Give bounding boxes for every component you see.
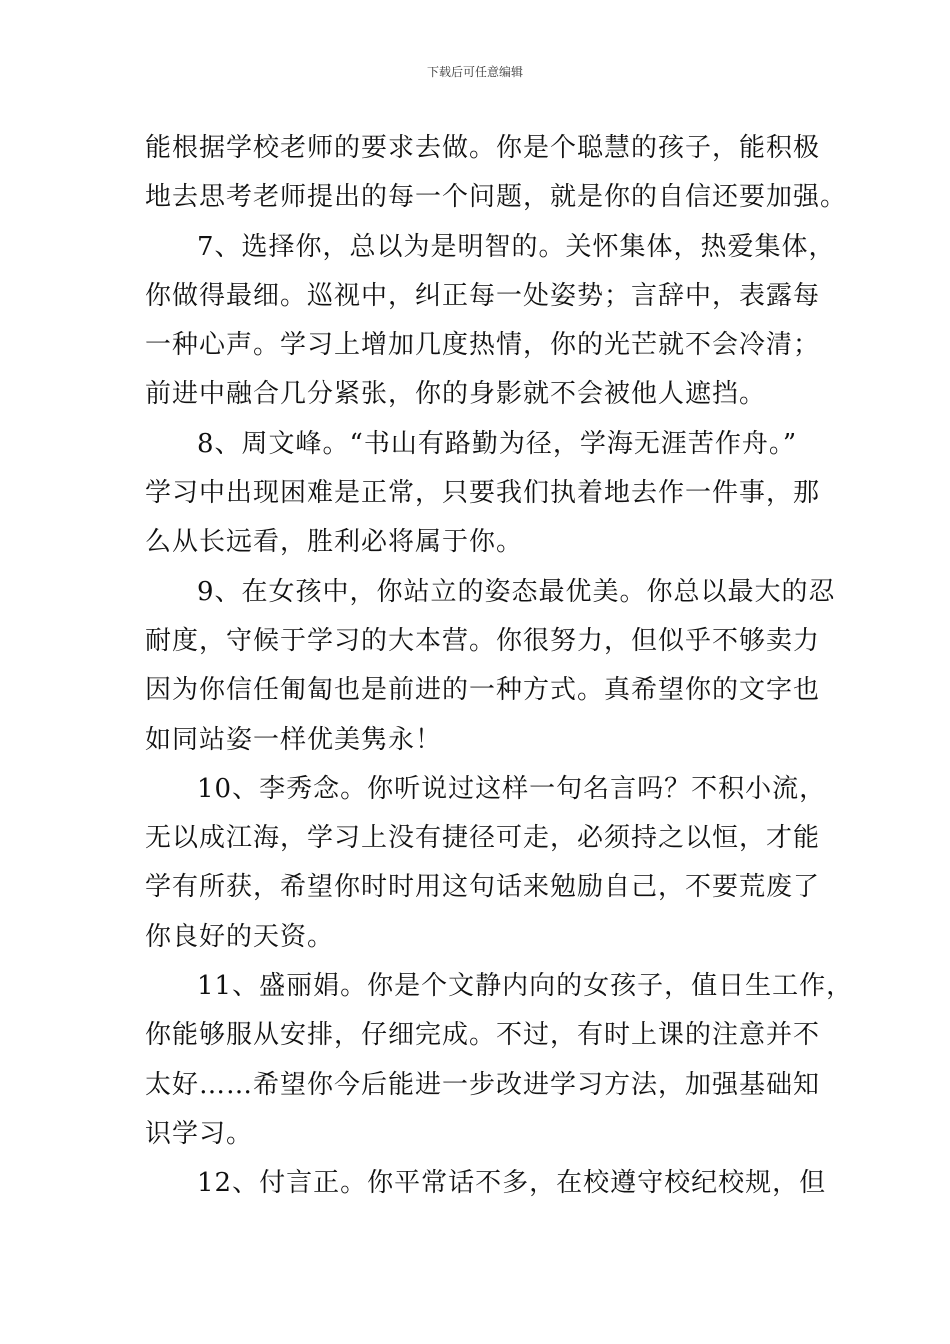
paragraph-start-line: 11、盛丽娟。你是个文静内向的女孩子，值日生工作， bbox=[197, 971, 854, 1002]
page-header: 下载后可任意编辑 bbox=[426, 65, 523, 79]
text-line: 无以成江海，学习上没有捷径可走，必须持之以恒，才能 bbox=[145, 823, 821, 854]
text-line: 地去思考老师提出的每一个问题，就是你的自信还要加强。 bbox=[145, 182, 848, 213]
paragraph-start-line: 8、周文峰。“书山有路勤为径，学海无涯苦作舟。” bbox=[197, 428, 798, 459]
text-line: 学有所获，希望你时时用这句话来勉励自己，不要荒废了 bbox=[145, 872, 821, 903]
text-line: 太好……希望你今后能进一步改进学习方法，加强基础知 bbox=[145, 1069, 821, 1100]
text-line: 你能够服从安排，仔细完成。不过，有时上课的注意并不 bbox=[145, 1020, 821, 1051]
document-body bbox=[145, 124, 854, 1209]
paragraph-start-line: 7、选择你，总以为是明智的。关怀集体，热爱集体， bbox=[197, 231, 836, 262]
text-line: 识学习。 bbox=[145, 1118, 254, 1149]
paragraph-start-line: 12、付言正。你平常话不多，在校遵守校纪校规，但 bbox=[197, 1168, 827, 1199]
text-line: 学习中出现困难是正常，只要我们执着地去作一件事，那 bbox=[145, 478, 821, 509]
paragraph-start-line: 9、在女孩中，你站立的姿态最优美。你总以最大的忍 bbox=[197, 576, 836, 607]
text-line: 如同站姿一样优美隽永！ bbox=[145, 724, 443, 755]
text-line: 你良好的天资。 bbox=[145, 921, 335, 952]
text-line: 一种心声。学习上增加几度热情，你的光芒就不会冷清； bbox=[145, 330, 821, 361]
text-line: 前进中融合几分紧张，你的身影就不会被他人遮挡。 bbox=[145, 379, 767, 410]
text-line: 耐度，守候于学习的大本营。你很努力，但似乎不够卖力 bbox=[145, 625, 821, 656]
text-line: 你做得最细。巡视中，纠正每一处姿势；言辞中，表露每 bbox=[145, 280, 821, 311]
text-line: 能根据学校老师的要求去做。你是个聪慧的孩子，能积极 bbox=[145, 133, 821, 163]
paragraph-start-line: 10、李秀念。你听说过这样一句名言吗？不积小流， bbox=[197, 773, 827, 804]
text-line: 么从长远看，胜利必将属于你。 bbox=[145, 527, 524, 558]
text-line: 因为你信任匍匐也是前进的一种方式。真希望你的文字也 bbox=[145, 675, 821, 706]
